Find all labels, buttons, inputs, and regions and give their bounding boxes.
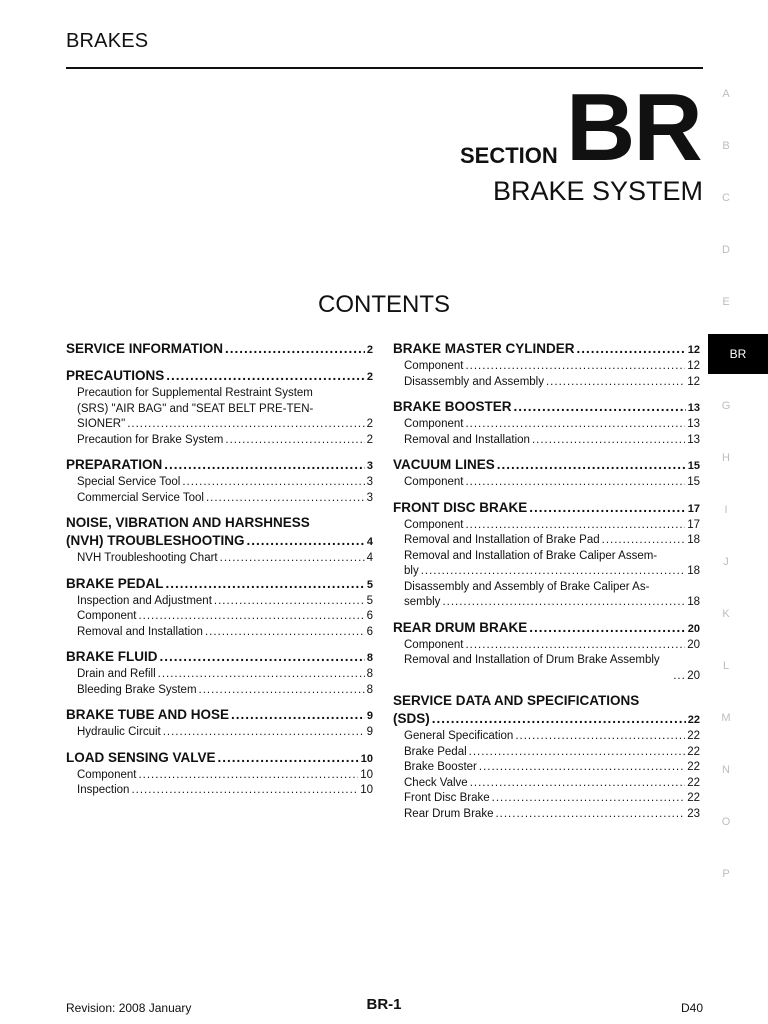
toc-section-entry-text: (SDS) xyxy=(393,711,430,726)
toc-entry-page: 10 xyxy=(360,768,373,781)
dot-leader xyxy=(166,367,365,385)
toc-entry-page: 23 xyxy=(687,807,700,820)
toc-entry[interactable] xyxy=(393,791,700,807)
toc-entry[interactable] xyxy=(393,745,700,761)
dot-leader xyxy=(225,340,365,358)
toc-section-group xyxy=(66,648,373,698)
toc-section-entry-text: (NVH) TROUBLESHOOTING xyxy=(66,533,245,548)
toc-entry[interactable] xyxy=(66,417,373,433)
toc-entry[interactable] xyxy=(66,433,373,449)
toc-entry-page: 20 xyxy=(687,669,700,682)
toc-entry-text: Rear Drum Brake xyxy=(404,807,494,820)
section-tab-br[interactable]: BR xyxy=(708,334,768,374)
toc-section-entry[interactable] xyxy=(393,619,700,638)
toc-section-group xyxy=(393,340,700,390)
toc-entry[interactable] xyxy=(393,638,700,654)
toc-section-entry[interactable] xyxy=(393,340,700,359)
toc-entry-text: General Specification xyxy=(404,730,514,742)
toc-entry-text: Drain and Refill xyxy=(77,668,156,680)
dot-leader xyxy=(182,475,364,491)
toc-entry-text: SIONER" xyxy=(77,418,126,430)
toc-section-entry[interactable] xyxy=(66,648,373,667)
section-tab-m[interactable]: M xyxy=(721,712,731,724)
section-tab-h[interactable]: H xyxy=(722,452,730,464)
toc-entry-text: Front Disc Brake xyxy=(404,792,490,804)
section-name: BRAKE SYSTEM xyxy=(492,176,703,206)
toc-entry-text: Component xyxy=(77,768,137,781)
section-tab-a[interactable]: A xyxy=(722,88,730,100)
toc-section-entry-text: BRAKE BOOSTER xyxy=(393,399,512,414)
toc-entry[interactable] xyxy=(66,475,373,491)
toc-entry-text: sembly xyxy=(404,596,441,608)
toc-entry-text: Removal and Installation of Brake Pad xyxy=(404,534,600,546)
dot-leader xyxy=(470,776,685,792)
toc-section-entry[interactable] xyxy=(393,499,700,518)
toc-entry-page: 12 xyxy=(687,360,700,372)
dot-leader xyxy=(138,609,364,625)
toc-entry[interactable] xyxy=(66,625,373,641)
toc-entry-text: Component xyxy=(404,360,464,372)
toc-section-group xyxy=(66,749,373,799)
dot-leader xyxy=(495,807,685,823)
toc-entry-text: Brake Pedal xyxy=(404,745,467,758)
toc-entry-page: 17 xyxy=(687,518,700,531)
toc-entry-page: 12 xyxy=(687,375,700,388)
toc-entry-text: Special Service Tool xyxy=(77,476,181,488)
toc-section-group xyxy=(66,340,373,359)
dot-leader xyxy=(577,340,686,358)
dot-leader xyxy=(163,725,365,741)
dot-leader xyxy=(602,533,686,549)
toc-section-title-line: SERVICE DATA AND SPECIFICATIONS xyxy=(393,693,640,708)
toc-section-group xyxy=(393,456,700,491)
toc-section-entry[interactable] xyxy=(66,749,373,768)
dot-leader xyxy=(465,638,685,654)
toc-entry-line: Removal and Installation of Brake Caliper Assem- xyxy=(404,549,658,562)
contents-title: CONTENTS xyxy=(318,291,450,318)
toc-entry-page: 2 xyxy=(366,433,373,446)
dot-leader xyxy=(164,456,365,474)
toc-entry-line: Disassembly and Assembly of Brake Caliper As- xyxy=(404,580,650,593)
section-tab-p[interactable]: P xyxy=(722,868,730,880)
toc-entry-text: Removal and Installation xyxy=(77,625,203,638)
toc-entry-page: 4 xyxy=(366,552,373,564)
toc-entry-page: 8 xyxy=(366,683,373,696)
dot-leader xyxy=(231,706,365,724)
toc-entry-page: 10 xyxy=(360,784,373,796)
toc-entry[interactable] xyxy=(66,594,373,610)
toc-entry-text: Inspection xyxy=(77,784,130,796)
section-code: BR xyxy=(566,74,701,181)
toc-entry-text: Component xyxy=(404,638,464,651)
toc-entry-text: Disassembly and Assembly xyxy=(404,375,544,388)
toc-entry[interactable] xyxy=(66,491,373,507)
toc-entry-line: Removal and Installation of Drum Brake Assembly xyxy=(404,654,660,666)
toc-section-entry-page: 12 xyxy=(687,344,700,356)
toc-entry-page: 3 xyxy=(366,476,373,488)
footer-revision: Revision: 2008 January xyxy=(66,1001,192,1015)
toc-section-entry-page: 3 xyxy=(366,460,373,472)
toc-entry-page: 13 xyxy=(687,433,700,446)
toc-entry-text: Brake Booster xyxy=(404,761,477,773)
dot-leader xyxy=(546,375,685,391)
toc-entry-text: NVH Troubleshooting Chart xyxy=(77,552,218,564)
dot-leader xyxy=(673,669,685,685)
section-tab-k[interactable]: K xyxy=(722,608,730,620)
dot-leader xyxy=(218,749,359,767)
toc-entry-page: 9 xyxy=(366,726,373,738)
toc-section-group xyxy=(393,499,700,611)
toc-section-group xyxy=(66,367,373,448)
dot-leader xyxy=(529,499,686,517)
dot-leader xyxy=(220,551,365,567)
toc-entry-text: Commercial Service Tool xyxy=(77,491,204,504)
dot-leader xyxy=(158,667,365,683)
toc-section-entry-text: SERVICE INFORMATION xyxy=(66,341,224,356)
toc-section-group xyxy=(66,456,373,506)
toc-section-entry-page: 13 xyxy=(687,402,700,414)
toc-entry[interactable] xyxy=(393,475,700,491)
toc-entry[interactable] xyxy=(393,595,700,611)
toc-entry[interactable] xyxy=(66,725,373,741)
toc-section-entry[interactable] xyxy=(66,456,373,475)
dot-leader xyxy=(206,491,365,507)
toc-section-entry-page: 22 xyxy=(687,714,700,726)
toc-entry[interactable] xyxy=(393,533,700,549)
toc-entry-text: Removal and Installation xyxy=(404,433,530,446)
section-tab-i[interactable]: I xyxy=(724,504,728,516)
toc-entry[interactable] xyxy=(66,667,373,683)
toc-entry-line: Precaution for Supplemental Restraint System xyxy=(77,387,313,399)
toc-entry[interactable] xyxy=(393,729,700,745)
section-tab-g[interactable]: G xyxy=(721,400,731,412)
footer-model: D40 xyxy=(680,1001,703,1015)
section-tab-o[interactable]: O xyxy=(721,816,731,828)
toc-section-group xyxy=(393,619,700,685)
running-header: BRAKES xyxy=(66,30,149,52)
toc-section-entry-page: 20 xyxy=(687,622,700,635)
dot-leader xyxy=(465,359,685,375)
toc-entry[interactable] xyxy=(393,417,700,433)
toc-section-entry-text: BRAKE FLUID xyxy=(66,649,158,664)
dot-leader xyxy=(214,594,365,610)
toc-entry[interactable] xyxy=(393,375,700,391)
toc-section-group xyxy=(66,575,373,641)
toc-section-entry-page: 15 xyxy=(687,460,700,472)
section-label: SECTION xyxy=(460,143,558,168)
toc-entry[interactable] xyxy=(393,518,700,534)
toc-section-entry-text: PREPARATION xyxy=(66,457,163,472)
dot-leader xyxy=(247,532,365,550)
toc-section-entry-page: 2 xyxy=(366,344,373,356)
toc-entry-text: Component xyxy=(404,476,464,488)
toc-entry-page: 15 xyxy=(687,476,700,488)
dot-leader xyxy=(432,710,686,728)
toc-section-entry-text: LOAD SENSING VALVE xyxy=(66,749,216,765)
toc-section-group xyxy=(66,514,373,567)
toc-section-entry-page: 17 xyxy=(687,502,700,515)
toc-section-entry-text: PRECAUTIONS xyxy=(66,368,165,383)
toc-entry[interactable] xyxy=(393,433,700,449)
toc-entry-page: 3 xyxy=(366,491,373,504)
section-tab-n[interactable]: N xyxy=(722,764,730,776)
dot-leader xyxy=(479,760,685,776)
toc-entry-page: 2 xyxy=(366,418,373,430)
toc-section-entry[interactable] xyxy=(66,706,373,725)
toc-entry[interactable] xyxy=(393,807,700,823)
toc-entry[interactable] xyxy=(393,669,700,685)
toc-entry-page: 20 xyxy=(687,638,700,651)
toc-entry[interactable] xyxy=(66,768,373,784)
toc-entry-text: Component xyxy=(404,418,464,430)
toc-section-entry[interactable] xyxy=(393,398,700,417)
toc-section-entry[interactable] xyxy=(66,340,373,359)
header-rule xyxy=(66,67,703,69)
toc-section-entry[interactable] xyxy=(66,575,373,594)
toc-section-entry-text: REAR DRUM BRAKE xyxy=(393,619,528,635)
toc-entry-page: 5 xyxy=(366,594,373,607)
toc-entry[interactable] xyxy=(393,564,700,580)
toc-entry-page: 18 xyxy=(687,565,700,577)
dot-leader xyxy=(131,783,358,799)
dot-leader xyxy=(497,456,686,474)
toc-entry-page: 22 xyxy=(687,730,700,742)
dot-leader xyxy=(532,433,685,449)
section-index-tabs xyxy=(708,85,747,917)
toc-section-entry-text: BRAKE MASTER CYLINDER xyxy=(393,341,575,356)
toc-section-group xyxy=(393,692,700,822)
toc-section-entry-page: 10 xyxy=(360,752,373,765)
section-tab-e[interactable]: E xyxy=(722,296,730,308)
toc-entry-text: bly xyxy=(404,565,419,577)
toc-entry-text: Bleeding Brake System xyxy=(77,683,197,696)
dot-leader xyxy=(469,745,686,761)
toc-entry[interactable] xyxy=(393,776,700,792)
toc-left-column xyxy=(66,340,373,807)
toc-entry-line: (SRS) "AIR BAG" and "SEAT BELT PRE-TEN- xyxy=(77,402,314,415)
toc-entry-page: 22 xyxy=(687,745,700,758)
dot-leader xyxy=(138,768,358,784)
toc-section-entry[interactable] xyxy=(66,532,373,551)
toc-entry[interactable] xyxy=(66,783,373,799)
toc-section-entry-text: VACUUM LINES xyxy=(393,457,495,472)
toc-section-entry[interactable] xyxy=(66,367,373,386)
toc-section-entry[interactable] xyxy=(393,710,700,729)
dot-leader xyxy=(205,625,365,641)
dot-leader xyxy=(225,433,364,449)
toc-section-entry-page: 2 xyxy=(366,371,373,383)
section-tab-j[interactable]: J xyxy=(723,556,729,568)
dot-leader xyxy=(127,417,364,433)
toc-entry[interactable] xyxy=(393,359,700,375)
toc-entry-text: Inspection and Adjustment xyxy=(77,594,212,607)
toc-section-entry-page: 4 xyxy=(366,536,373,548)
toc-entry-page: 22 xyxy=(687,776,700,789)
dot-leader xyxy=(529,619,686,637)
dot-leader xyxy=(465,417,685,433)
toc-entry-page: 22 xyxy=(687,761,700,773)
toc-section-group xyxy=(393,398,700,448)
toc-entry-text: Component xyxy=(404,518,464,531)
section-tab-d[interactable]: D xyxy=(722,244,730,256)
section-tab-c[interactable]: C xyxy=(722,192,730,204)
toc-entry-page: 18 xyxy=(687,596,700,608)
toc-section-entry-text: BRAKE TUBE AND HOSE xyxy=(66,707,230,722)
dot-leader xyxy=(514,398,686,416)
toc-entry-page: 6 xyxy=(366,610,373,622)
dot-leader xyxy=(160,648,365,666)
dot-leader xyxy=(421,564,686,580)
toc-entry[interactable] xyxy=(66,609,373,625)
toc-section-entry-text: FRONT DISC BRAKE xyxy=(393,499,528,515)
toc-entry-text: Hydraulic Circuit xyxy=(77,726,161,738)
dot-leader xyxy=(465,475,685,491)
toc-section-group xyxy=(66,706,373,741)
dot-leader xyxy=(442,595,685,611)
dot-leader xyxy=(515,729,685,745)
dot-leader xyxy=(166,575,365,593)
toc-section-entry-text: BRAKE PEDAL xyxy=(66,575,164,591)
dot-leader xyxy=(492,791,686,807)
toc-section-entry-page: 9 xyxy=(366,710,373,722)
toc-entry-page: 18 xyxy=(687,534,700,546)
toc-entry-page: 13 xyxy=(687,418,700,430)
toc-entry[interactable] xyxy=(66,551,373,567)
toc-section-title-line: NOISE, VIBRATION AND HARSHNESS xyxy=(66,515,310,530)
toc-right-column xyxy=(393,340,700,830)
toc-entry[interactable] xyxy=(66,683,373,699)
toc-entry-page: 8 xyxy=(366,668,373,680)
section-tab-b[interactable]: B xyxy=(722,140,730,152)
toc-entry-text: Check Valve xyxy=(404,776,468,789)
section-tab-l[interactable]: L xyxy=(722,660,730,672)
toc-entry-page: 22 xyxy=(687,792,700,804)
dot-leader xyxy=(465,518,685,534)
footer-page-number: BR-1 xyxy=(366,996,402,1013)
toc-section-entry-page: 5 xyxy=(366,578,373,591)
toc-entry-page: 6 xyxy=(366,625,373,638)
toc-section-entry-page: 8 xyxy=(366,652,373,664)
toc-entry-text: Precaution for Brake System xyxy=(77,433,224,446)
toc-entry[interactable] xyxy=(393,760,700,776)
toc-section-entry[interactable] xyxy=(393,456,700,475)
dot-leader xyxy=(199,683,365,699)
toc-entry-text: Component xyxy=(77,610,137,622)
